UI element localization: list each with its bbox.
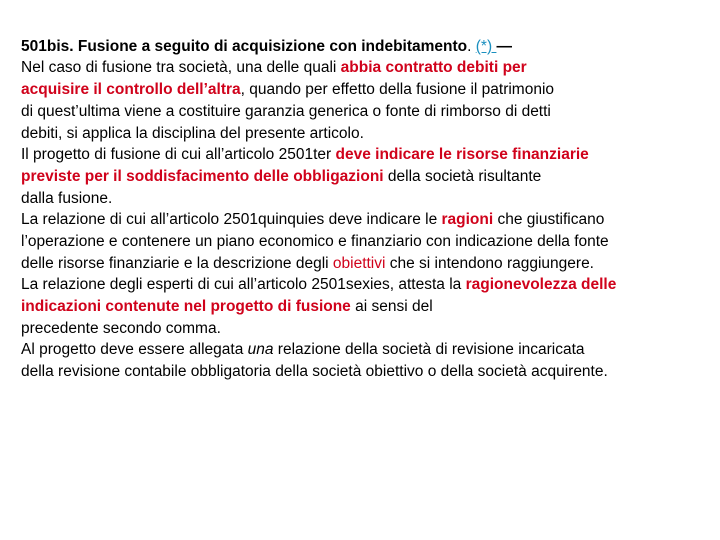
- article-title: 501bis. Fusione a seguito di acquisizione con indebitamento: [21, 38, 468, 55]
- text-span: precedente secondo comma.: [21, 320, 221, 337]
- emphasis-text: obiettivi: [332, 255, 386, 272]
- paragraph-5-line-2: [21, 362, 608, 382]
- emphasis-text: acquisire il controllo dell’altra: [21, 81, 241, 98]
- emphasis-text: indicazioni contenute nel progetto di fusione: [21, 298, 351, 315]
- text-span: della revisione contabile obbligatoria della società obiettivo o della società acquirente.: [21, 363, 608, 380]
- text-span: Al progetto deve essere allegata: [21, 341, 248, 358]
- emphasis-text: ragioni: [441, 211, 494, 228]
- text-span: dalla fusione.: [21, 190, 113, 207]
- paragraph-4-line-1: [21, 275, 616, 295]
- paragraph-4-line-3: [21, 319, 221, 339]
- paragraph-2-line-1: [21, 145, 589, 165]
- paragraph-2-line-3: [21, 189, 112, 209]
- text-span: di quest’ultima viene a costituire garanzia generica o fonte di rimborso di detti: [21, 103, 551, 120]
- paragraph-3-line-2: [21, 232, 609, 252]
- heading-dot: .: [467, 38, 476, 55]
- emphasis-text: ragionevolezza delle: [465, 276, 617, 293]
- text-span: delle risorse finanziarie e la descrizione degli: [21, 255, 333, 272]
- text-span: l’operazione e contenere un piano economico e finanziario con indicazione della fonte: [21, 233, 609, 250]
- paragraph-3-line-3: [21, 254, 594, 274]
- paragraph-1-line-2: [21, 80, 554, 100]
- emphasis-text: previste per il soddisfacimento delle obbligazioni: [21, 168, 384, 185]
- text-span: Il progetto di fusione di cui all’articolo 2501ter: [21, 146, 336, 163]
- text-span: che si intendono raggiungere.: [385, 255, 594, 272]
- text-span: ai sensi del: [350, 298, 433, 315]
- text-span: Nel caso di fusione tra società, una delle quali: [21, 59, 341, 76]
- text-span: , quando per effetto della fusione il patrimonio: [240, 81, 555, 98]
- text-span: La relazione degli esperti di cui all’articolo 2501sexies, attesta la: [21, 276, 466, 293]
- paragraph-4-line-2: [21, 297, 433, 317]
- article-heading: [21, 37, 512, 57]
- text-span: La relazione di cui all’articolo 2501quinquies deve indicare le: [21, 211, 442, 228]
- emphasis-text: deve indicare le risorse finanziarie: [335, 146, 589, 163]
- text-span: della società risultante: [383, 168, 542, 185]
- text-span: debiti, si applica la disciplina del presente articolo.: [21, 125, 364, 142]
- text-span: relazione della società di revisione incaricata: [273, 341, 585, 358]
- paragraph-1-line-3: [21, 102, 551, 122]
- italic-text: una: [247, 341, 274, 358]
- emphasis-text: abbia contratto debiti per: [340, 59, 527, 76]
- paragraph-2-line-2: [21, 167, 541, 187]
- text-span: che giustificano: [493, 211, 605, 228]
- paragraph-5-line-1: [21, 340, 585, 360]
- paragraph-1-line-1: [21, 58, 527, 78]
- paragraph-1-line-4: [21, 124, 364, 144]
- paragraph-3-line-1: [21, 210, 604, 230]
- note-link[interactable]: (*): [475, 38, 497, 55]
- heading-dash: —: [496, 38, 512, 55]
